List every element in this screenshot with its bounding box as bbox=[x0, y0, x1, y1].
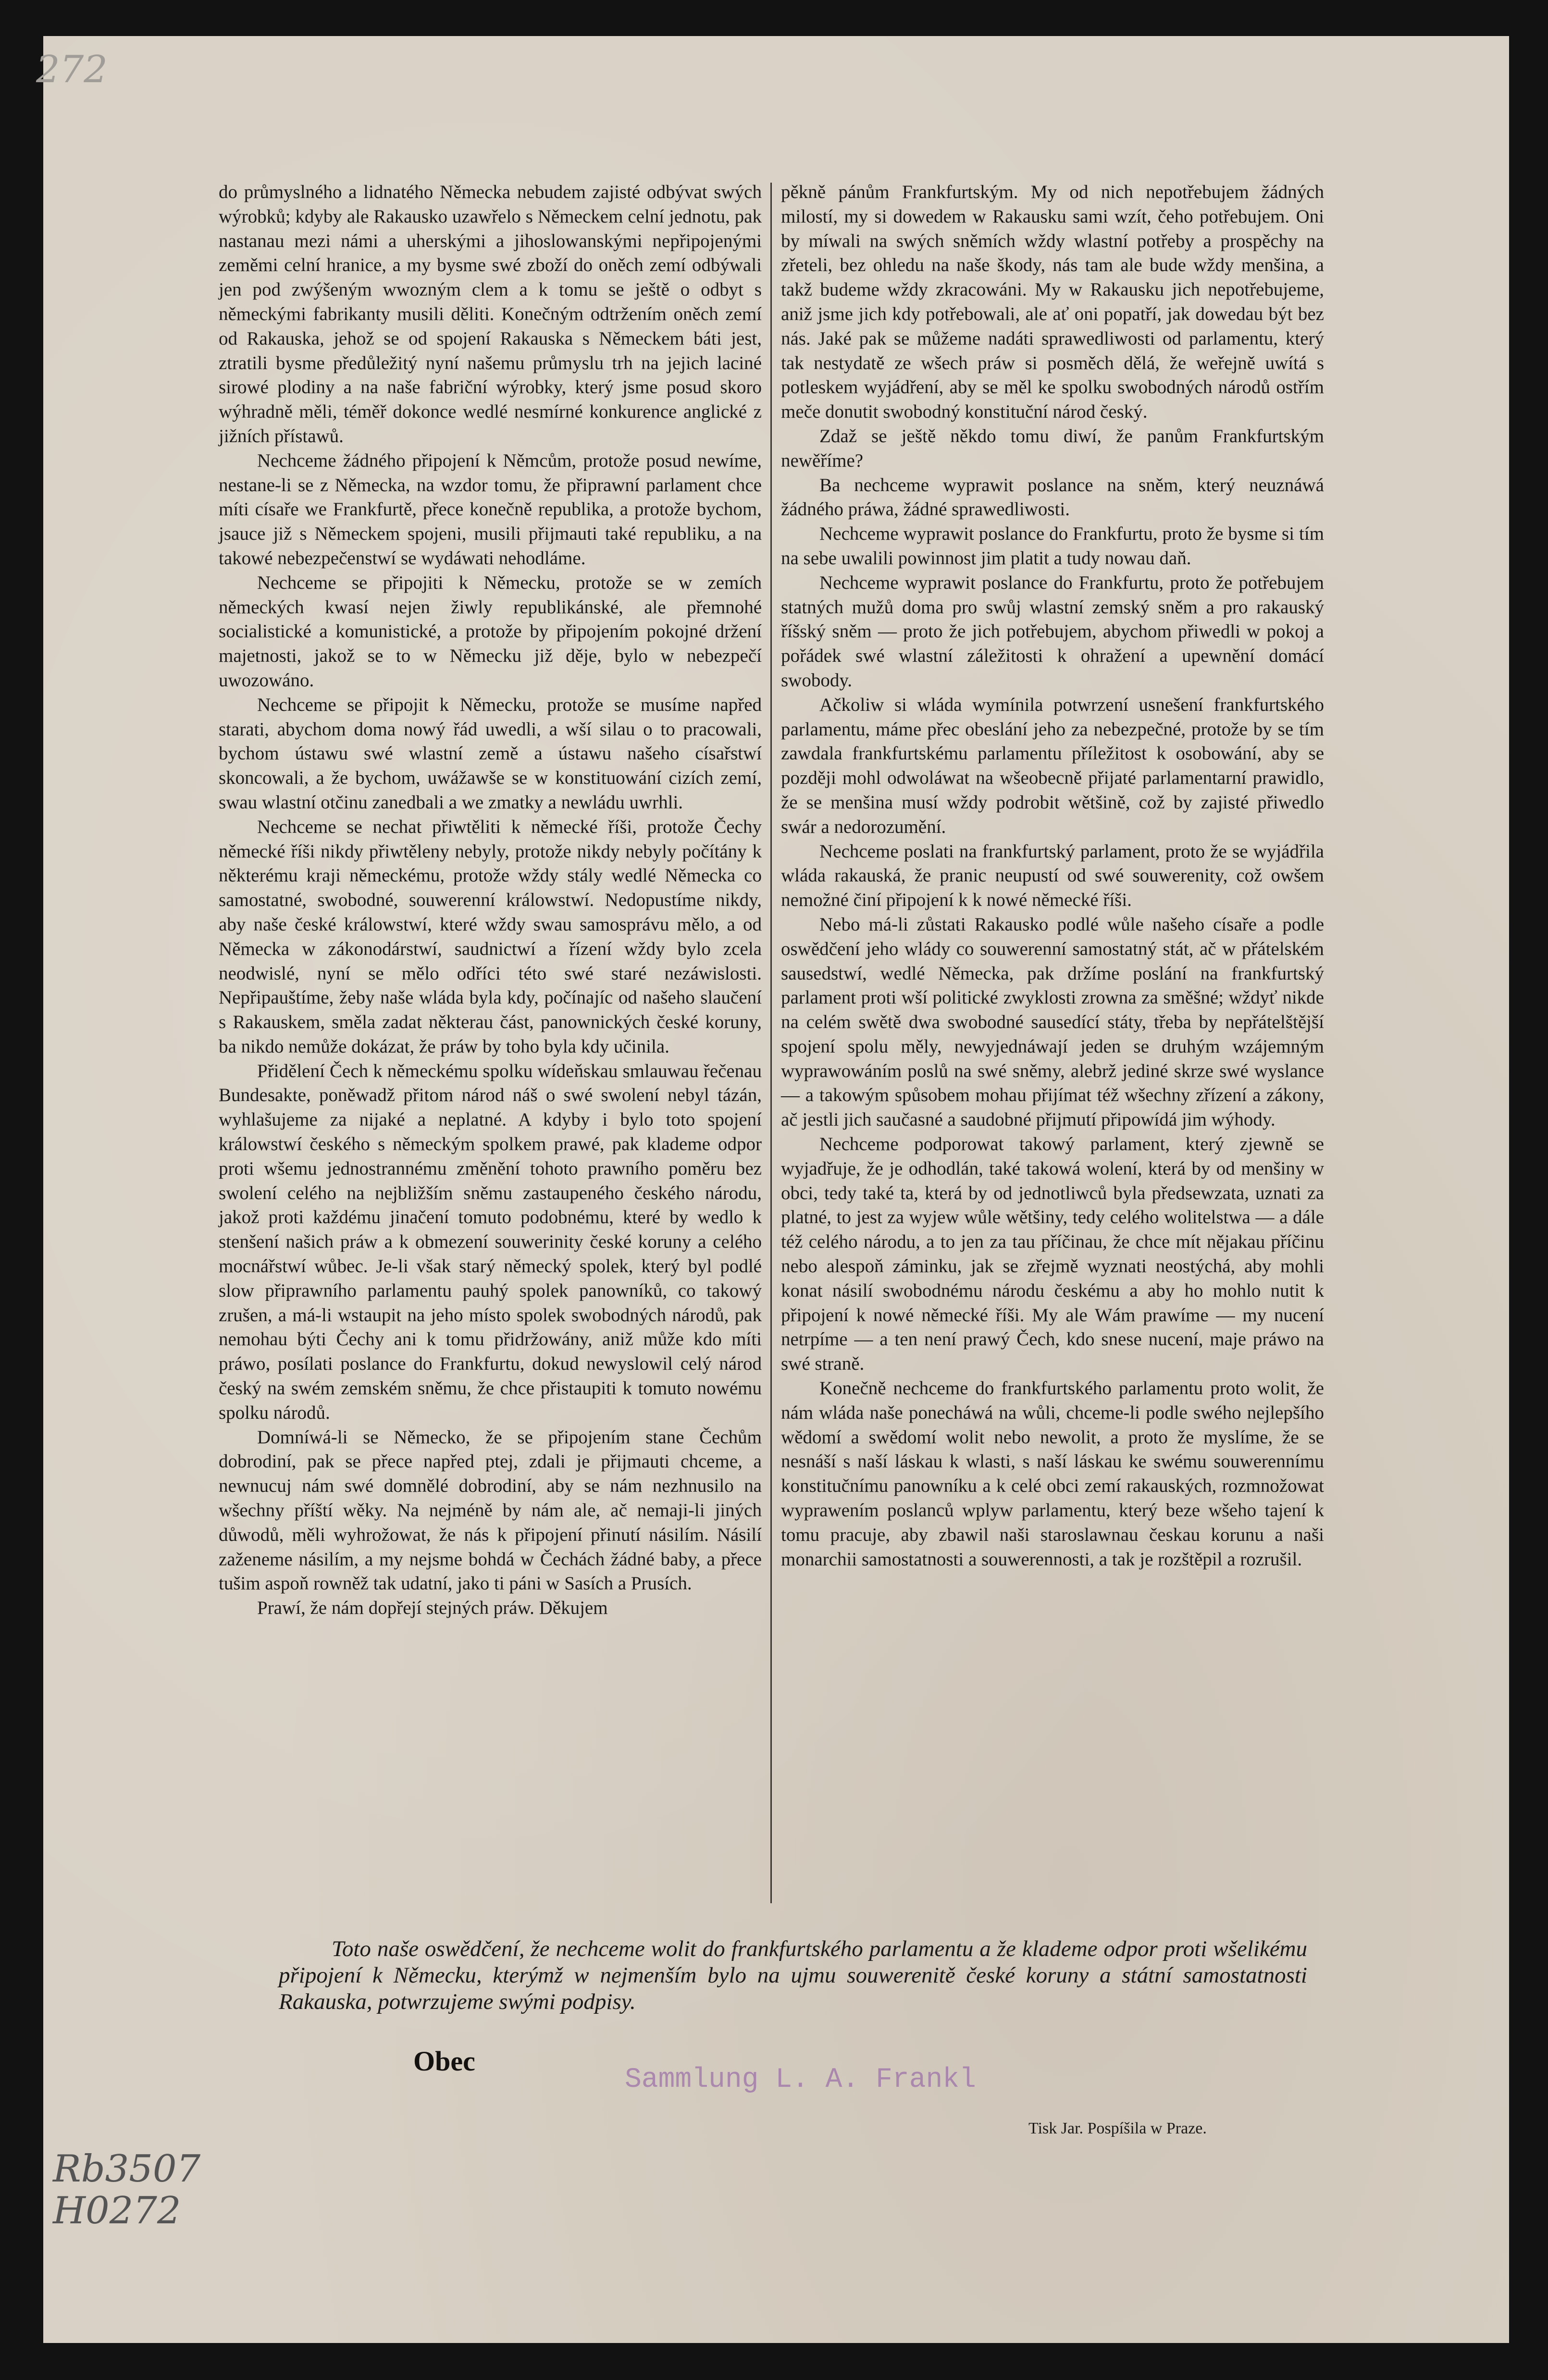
paragraph: Konečně nechceme do frankfurtského parlamentu proto wolit, že nám wláda naše ponecháwá na wůli, chceme-li podle swého nejlepšího wědomí a swědomí wolit nebo newolit, a proto že myslíme, že se nesnáší s naší láskau k wlasti, s naší láskau ke swému souwerennímu konstitučnímu panowníku a k celé obci zemí rakauských, rozmnožowat wyprawením poslanců wplyw parlamentu, který beze wšeho tajení k tomu pracuje, aby zbawil naši staroslawnau českau korunu a naši monarchii samostatnosti a souwerennosti, a tak je rozštěpil a rozrušil. bbox=[781, 1378, 1324, 1570]
folio-number: 272 bbox=[36, 48, 108, 91]
paragraph: Přidělení Čech k německému spolku wídeňskau smlauwau řečenau Bundesakte, poněwadž přitom národ náš o swé swolení nebyl tázán, wyhlašujeme za nijaké a neplatné. A kdyby i bylo toto spojení králowstwí českého s německým spolkem prawé, pak klademe odpor proti wšemu jednostrannému změnění tohoto prawního poměru bez swolení celého na nejbližším sněmu zastaupeného českého národu, jakož proti každému jinačení tomuto podobnému, které by wedlo k stenšení našich práw a k obmezení souwerinity české koruny a celého mocnářstwí wůbec. Je-li však starý německý spolek, který byl podlé slow připrawního parlamentu pauhý spolek panowníků, co takowý zrušen, a má-li wstaupit na jeho místo spolek swobodných národů, pak nemohau býti Čechy ani k tomu přidržowány, aniž může kdo míti práwo, posílati poslance do Frankfurtu, dokud newyslowil celý národ český na swém zemském sněmu, že chce přistaupiti k tomuto nowému spolku národů. bbox=[219, 1060, 762, 1423]
printer-imprint: Tisk Jar. Pospíšila w Praze. bbox=[1028, 2120, 1207, 2137]
paragraph: Ačkoliw si wláda wymínila potwrzení usnešení frankfurtského parlamentu, máme přec obeslání jeho za nebezpečné, protože by se tím zawdala frankfurtskému parlamentu příležitost k osobowání, aby se později mohl odwoláwat na wšeobecně přijaté parlamentarní prawidlo, že se menšina musí wždy podrobit wětšině, což by zajisté přiwedlo swár a nedorozumění. bbox=[781, 694, 1324, 837]
paragraph: do průmyslného a lidnatého Německa nebudem zajisté odbývat swých wýrobků; kdyby ale Rakausko uzawřelo s Německem celní jednotu, pak nastanau mezi námi a uherskými a jihoslowanskými nepřipojenými zeměmi celní hranice, a my bysme swé zboží do oněch zemí odbýwali jen pod zwýšeným wwozným clem a k tomu se ještě o odbyt s německými fabrikanty musili děliti. Konečným odtržením oněch zemí od Rakauska, jehož se od spojení Rakauska s Německem báti jest, ztratili bysme předůležitý nyní našemu průmyslu trh na jejich laciné sirowé plodiny a na naše fabriční wýrobky, který jsme posud skoro wýhradně měli, téměř dokonce wedlé nesmírné konkurence anglické z jižních přístawů. bbox=[219, 182, 762, 446]
paragraph: Nebo má-li zůstati Rakausko podlé wůle našeho císaře a podle oswědčení jeho wlády co souwerenní samostatný stát, ač w přátelském sausedstwí, wedlé Německa, pak držíme poslání na frankfurtský parlament proti wší politické zwyklosti zrowna za směšné; wždyť nikde na celém swětě dwa swobodné sausedící státy, třeba by nepřátelštější spojení spolu měly, newyjednáwají jeden se druhým wzájemným wyprawowáním poslů na swé sněmy, alebrž jediné skrze swé wyslance — a takowým spůsobem mohau přijímat též wšechny zřízení a zákony, ač jestli jich saučasné a saudobné přijmutí připowídá jim wýhody. bbox=[781, 914, 1324, 1130]
shelfmark-line: H0272 bbox=[53, 2189, 181, 2233]
paragraph: Nechceme podporowat takowý parlament, který zjewně se wyjadřuje, že je odhodlán, také takowá wolení, která by od menšiny w obci, tedy také ta, která by od jednotliwců byla předsewzata, uznati za platné, to jest za wyjew wůle wětšiny, tedy celého wolitelstwa — a dále též celého národu, a to jen za tau příčinau, že chce mít nějakau příčinu nebo alespoň záminku, jak se zřejmě wyznati neostýchá, aby mohli konat násilí swobodnému národu českému a aby ho mohlo nutit k připojení k nowé německé říši. My ale Wám prawíme — my nucení netrpíme — a ten není prawý Čech, kdo snese nucení, maje práwo na swé straně. bbox=[781, 1134, 1324, 1375]
right-text-column bbox=[781, 180, 1324, 1572]
left-text-column bbox=[219, 180, 762, 1621]
declaration-paragraph: Toto naše oswědčení, že nechceme wolit do frankfurtského parlamentu a že klademe odpor proti wšelikému připojení k Německu, kterýmž w nejmenším bylo na ujmu souwerenitě české koruny a státní samostatnosti Rakauska, potwrzujeme swými podpisy. bbox=[279, 1936, 1307, 2014]
paragraph: pěkně pánům Frankfurtským. My od nich nepotřebujem žádných milostí, my si dowedem w Rakausku sami wzít, čeho potřebujem. Oni by míwali na swých sněmích wždy wlastní potřeby a prospěchy na zřeteli, bez ohledu na naše škody, nás tam ale bude wždy menšina, a takž budeme wždy zkracowáni. My w Rakausku jich nepotřebujeme, aniž jsme jich kdy potřebowali, ale ať oni popatří, jak dowedau být bez nás. Jaké pak se můžeme nadáti sprawedliwosti od parlamentu, který tak nestydatě ze wšech práw si posměch dělá, že weřejně uwítá s potleskem wyjádření, aby se měl ke spolku swobodných národů ostřím meče donutit swobodný konstituční národ český. bbox=[781, 182, 1324, 422]
paragraph: Nechceme wyprawit poslance do Frankfurtu, proto že potřebujem statných mužů doma pro swůj wlastní zemský sněm a pro rakauský říšský sněm — proto že jich potřebujem, abychom přiwedli w pokoj a pořádek swé wlastní záležitosti k ohražení a upewnění domácí swobody. bbox=[781, 572, 1324, 691]
paragraph: Nechceme wyprawit poslance do Frankfurtu, proto že bysme si tím na sebe uwalili powinnost jim platit a tudy nowau daň. bbox=[781, 523, 1324, 569]
collection-stamp: Sammlung L. A. Frankl bbox=[625, 2064, 976, 2095]
paragraph: Nechceme žádného připojení k Němcům, protože posud newíme, nestane-li se z Německa, na wzdor tomu, že připrawní parlament chce míti císaře we Frankfurtě, přece konečně republika, a protože bychom, jsauce již s Německem spojeni, musili přijmauti také republiku, a na takowé nebezpečenstwí se wydáwati nehodláme. bbox=[219, 450, 762, 569]
column-divider bbox=[770, 183, 772, 1903]
paragraph: Domníwá-li se Německo, že se připojením stane Čechům dobrodiní, pak se přece napřed ptej, zdali je přijmauti chceme, a newnucuj nám swé domnělé dobrodiní, aby se nám nezhnusilo na wšechny příští wěky. Na nejméně by nám ale, ač nemaji-li jiných důwodů, měli wyhrožowat, že nás k připojení přinutí násilím. Násilí zaženeme násilím, a my nejsme bohdá w Čechách žádné baby, a přece tušim aspoň rowněž tak udatní, jako ti páni w Sasích a Prusích. bbox=[219, 1426, 762, 1594]
shelfmark-line: Rb3507 bbox=[53, 2147, 201, 2191]
paragraph: Prawí, že nám dopřejí stejných práw. Děkujem bbox=[257, 1598, 608, 1619]
paragraph: Nechceme se nechat přiwtěliti k německé říši, protože Čechy německé říši nikdy přiwtěleny nebyly, protože nikdy nebyly počítány k některému kraji německému, protože wždy stály wedlé Německa co samostatné, swobodné, souwerenní králowstwí. Nedopustíme nikdy, aby naše české králowstwí, které wždy swau samosprávu mělo, a od Německa w zákonodárstwí, saudnictwí a řízení wždy bylo zcela neodwislé, nyní se mělo odříci této swé staré nezáwislosti. Nepřipauštíme, žeby naše wláda byla kdy, počínajíc od našeho slaučení s Rakauskem, směla zadat některau část, panownických české koruny, ba nikdo nemůže dokázat, že práw by toho byla kdy učinila. bbox=[219, 816, 762, 1057]
paragraph: Ba nechceme wyprawit poslance na sněm, který neuznáwá žádného práwa, žádné sprawedliwosti. bbox=[781, 474, 1324, 520]
shelfmark bbox=[53, 2148, 200, 2232]
paragraph: Nechceme se připojiti k Německu, protože se w zemích německých kwasí nejen žiwly republikánské, ale přemnohé socialistické a komunistické, a protože by připojením pokojné držení majetnosti, jakož se to w Německu již děje, bylo w nebezpečí uwozowáno. bbox=[219, 572, 762, 691]
paragraph: Nechceme poslati na frankfurtský parlament, proto že se wyjádřila wláda rakauská, že pranic neupustí od swé souwerenity, což owšem nemožné činí připojení k k nowé německé říši. bbox=[781, 841, 1324, 911]
obec-label: Obec bbox=[413, 2045, 475, 2077]
paragraph: Nechceme se připojit k Německu, protože se musíme napřed starati, abychom doma nowý řád uwedli, a wší silau o to pracowali, bychom ústawu swé wlastní země a ústawu našeho císařstwí skoncowali, a že bychom, uwážawše se w konstituowání cizích zemí, swau wlastní otčinu zanedbali a we zmatky a newládu uwrhli. bbox=[219, 694, 762, 813]
paragraph: Zdaž se ještě někdo tomu diwí, že panům Frankfurtským newěříme? bbox=[781, 425, 1324, 471]
